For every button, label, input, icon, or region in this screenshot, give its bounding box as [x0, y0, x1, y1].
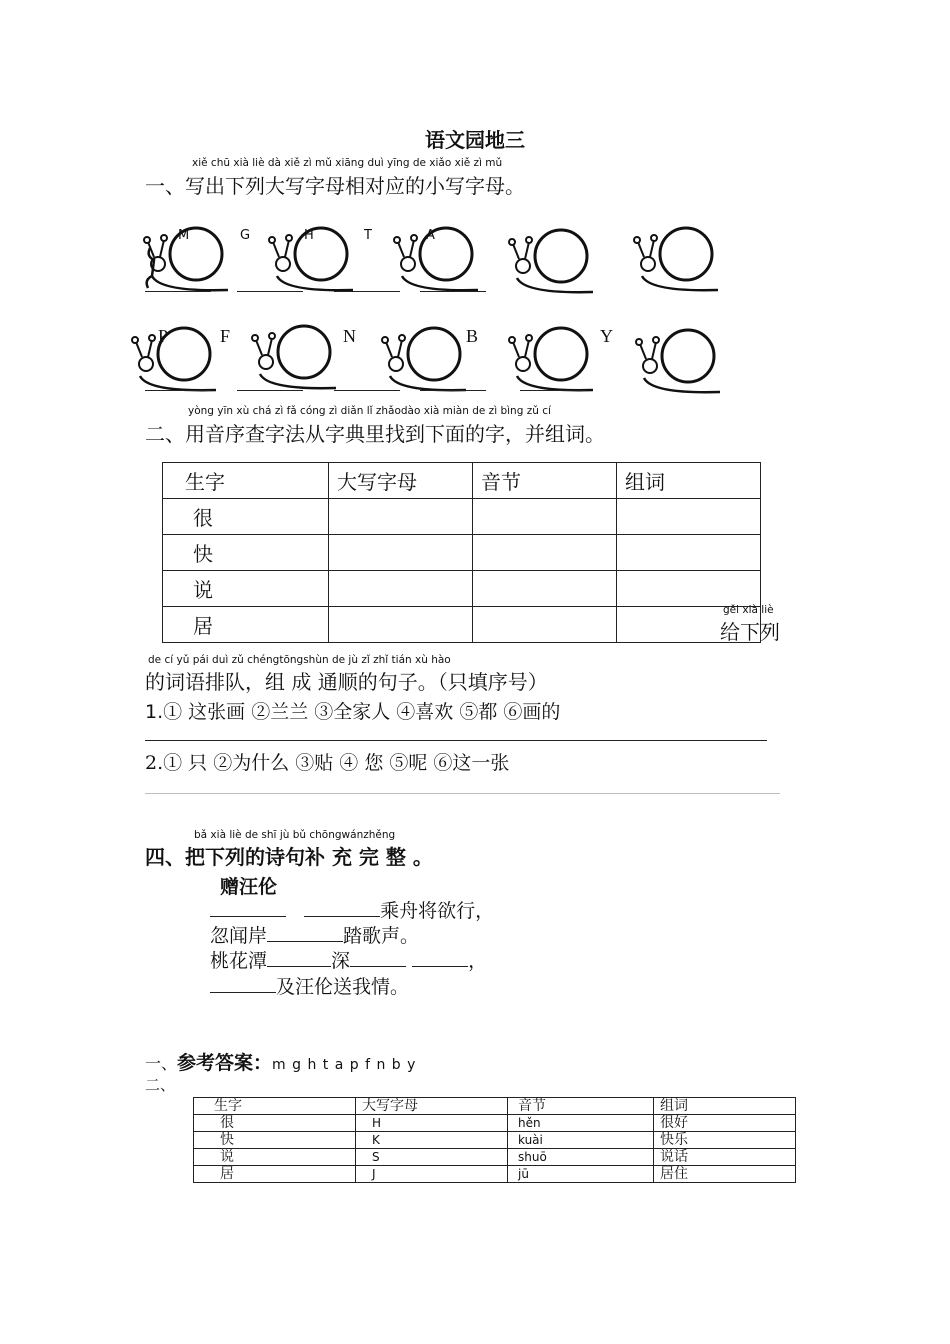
table-cell-char: 说	[163, 571, 329, 607]
answer-cell: kuài	[508, 1132, 654, 1149]
answer-line[interactable]	[420, 291, 486, 292]
capital-letter: A	[426, 228, 435, 243]
table-cell-char: 居	[163, 607, 329, 643]
poem-line-3-text-c: ，	[468, 950, 488, 972]
answer-cell: 快乐	[654, 1132, 796, 1149]
poem-line-3	[210, 946, 487, 973]
section4-pinyin: bǎ xià liè de shī jù bǔ chōngwánzhěng	[194, 829, 396, 841]
table-cell-input[interactable]	[473, 499, 617, 535]
question-number: 2.	[145, 752, 164, 774]
table-header-cell: 生字	[163, 463, 329, 499]
answer-cell: J	[356, 1166, 508, 1183]
section3-instruction: 的词语排队，组 成 通顺的句子。（只填序号）	[145, 670, 548, 694]
answer-label: 参考答案：	[177, 1052, 273, 1074]
section1-pinyin: xiě chū xià liè dà xiě zì mǔ xiāng duì yīng de xiǎo xiě zì mǔ	[192, 157, 503, 169]
answer-table-row	[194, 1115, 796, 1132]
poem-line-2-text-b: 踏歌声。	[343, 925, 420, 947]
section4-heading: 四、把下列的诗句补 充 完 整 。	[145, 845, 433, 869]
answer-line[interactable]	[237, 390, 303, 391]
answer-cell: K	[356, 1132, 508, 1149]
table-header-row	[163, 463, 761, 499]
table-cell-input[interactable]	[617, 571, 761, 607]
table-row	[163, 499, 761, 535]
capital-letter: G	[240, 228, 251, 243]
answer-table-header-row	[194, 1098, 796, 1115]
table-cell-input[interactable]	[329, 535, 473, 571]
answer-table-row	[194, 1149, 796, 1166]
poem-blank[interactable]	[304, 898, 380, 917]
answer-line[interactable]	[420, 390, 486, 391]
question-number: 1.	[145, 701, 164, 723]
table-cell-char: 快	[163, 535, 329, 571]
section2-heading: 二、用音序查字法从字典里找到下面的字，并组词。	[145, 422, 605, 446]
poem-line-1	[210, 896, 494, 923]
table-row	[163, 571, 761, 607]
table-cell-input[interactable]	[617, 499, 761, 535]
poem-line-4-text: 及汪伦送我情。	[276, 976, 410, 998]
poem-line-3-text-b: 深	[331, 950, 351, 972]
snail-icon	[128, 318, 223, 396]
poem-blank[interactable]	[267, 923, 343, 942]
section1-heading: 一、写出下列大写字母相对应的小写字母。	[145, 174, 525, 198]
poem-blank[interactable]	[412, 948, 468, 967]
answer-cell: 快	[194, 1132, 356, 1149]
table-cell-char: 很	[163, 499, 329, 535]
table-cell-input[interactable]	[473, 535, 617, 571]
answer-2-label: 二、	[145, 1076, 176, 1094]
question-1	[145, 697, 560, 724]
poem-blank[interactable]	[350, 948, 406, 967]
poem-blank[interactable]	[210, 974, 276, 993]
table-row	[163, 535, 761, 571]
capital-letter: M	[178, 228, 190, 243]
capital-letter: T	[364, 228, 372, 243]
answer-line[interactable]	[145, 390, 211, 391]
answer-table	[193, 1097, 796, 1183]
answer-line[interactable]	[145, 291, 211, 292]
answer-cell: 居住	[654, 1166, 796, 1183]
capital-letter: B	[466, 326, 479, 346]
section3-pinyin: de cí yǔ pái duì zǔ chéngtōngshùn de jù zǐ zhǐ tián xù hào	[148, 654, 451, 666]
page-title: 语文园地三	[425, 128, 525, 152]
answer-1: m g h t a p f n b y	[272, 1057, 417, 1073]
answer-header-cell: 音节	[508, 1098, 654, 1115]
table-cell-input[interactable]	[329, 607, 473, 643]
table-row	[163, 607, 761, 643]
snail-icon	[248, 316, 343, 394]
snail-icon	[630, 218, 725, 296]
answer-header-cell: 组词	[654, 1098, 796, 1115]
question-2	[145, 748, 509, 775]
answer-header-cell: 大写字母	[356, 1098, 508, 1115]
table-cell-input[interactable]	[329, 499, 473, 535]
poem-line-2	[210, 921, 419, 948]
answer-header-cell: 生字	[194, 1098, 356, 1115]
snail-icon	[378, 318, 473, 396]
table-cell-input[interactable]	[473, 571, 617, 607]
answer-cell: 很好	[654, 1115, 796, 1132]
table-header-cell: 大写字母	[329, 463, 473, 499]
capital-letter: N	[343, 326, 356, 346]
answer-cell: 说话	[654, 1149, 796, 1166]
snail-icon	[632, 320, 727, 398]
poem-line-1-text: 乘舟将欲行，	[380, 900, 495, 922]
answer-line-q2[interactable]	[145, 793, 780, 794]
poem-line-2-text-a: 忽闻岸	[210, 925, 268, 947]
lookup-table	[162, 462, 761, 643]
section3-text-right: 给下列	[720, 620, 780, 644]
answer-line[interactable]	[334, 291, 400, 292]
capital-letter: Y	[600, 326, 613, 346]
poem-title: 赠汪伦	[220, 876, 278, 898]
answer-cell: 说	[194, 1149, 356, 1166]
answer-cell: hěn	[508, 1115, 654, 1132]
answer-cell: shuō	[508, 1149, 654, 1166]
table-cell-input[interactable]	[617, 535, 761, 571]
answer-table-row	[194, 1132, 796, 1149]
answer-cell: jū	[508, 1166, 654, 1183]
section2-pinyin: yòng yīn xù chá zì fǎ cóng zì diǎn lǐ zhǎodào xià miàn de zì bìng zǔ cí	[188, 405, 551, 417]
capital-letter: P	[158, 326, 169, 346]
answer-cell: 很	[194, 1115, 356, 1132]
table-cell-input[interactable]	[473, 607, 617, 643]
question-1-words: ① 这张画 ②兰兰 ③全家人 ④喜欢 ⑤都 ⑥画的	[163, 701, 561, 723]
capital-letter: F	[220, 326, 231, 346]
capital-letter: H	[304, 228, 314, 243]
snail-icon	[505, 220, 600, 298]
answer-line[interactable]	[520, 390, 586, 391]
table-header-cell: 音节	[473, 463, 617, 499]
table-cell-input[interactable]	[329, 571, 473, 607]
answer-cell: 居	[194, 1166, 356, 1183]
answer-prefix: 一、	[145, 1054, 178, 1073]
question-2-words: ① 只 ②为什么 ③贴 ④ 您 ⑤呢 ⑥这一张	[163, 752, 510, 774]
table-header-cell: 组词	[617, 463, 761, 499]
section3-pinyin-right: gěi xià liè	[723, 604, 774, 616]
answer-cell: S	[356, 1149, 508, 1166]
snail-icon	[390, 218, 485, 296]
answer-table-row	[194, 1166, 796, 1183]
poem-blank[interactable]	[267, 948, 331, 967]
answer-line[interactable]	[237, 291, 303, 292]
answer-line-q1[interactable]	[145, 740, 767, 741]
poem-line-3-text-a: 桃花潭	[210, 950, 268, 972]
answer-line[interactable]	[334, 390, 400, 391]
answer-key	[145, 1048, 416, 1075]
poem-blank[interactable]	[210, 898, 286, 917]
poem-line-4	[210, 972, 409, 999]
snail-icon	[505, 318, 600, 396]
answer-cell: H	[356, 1115, 508, 1132]
